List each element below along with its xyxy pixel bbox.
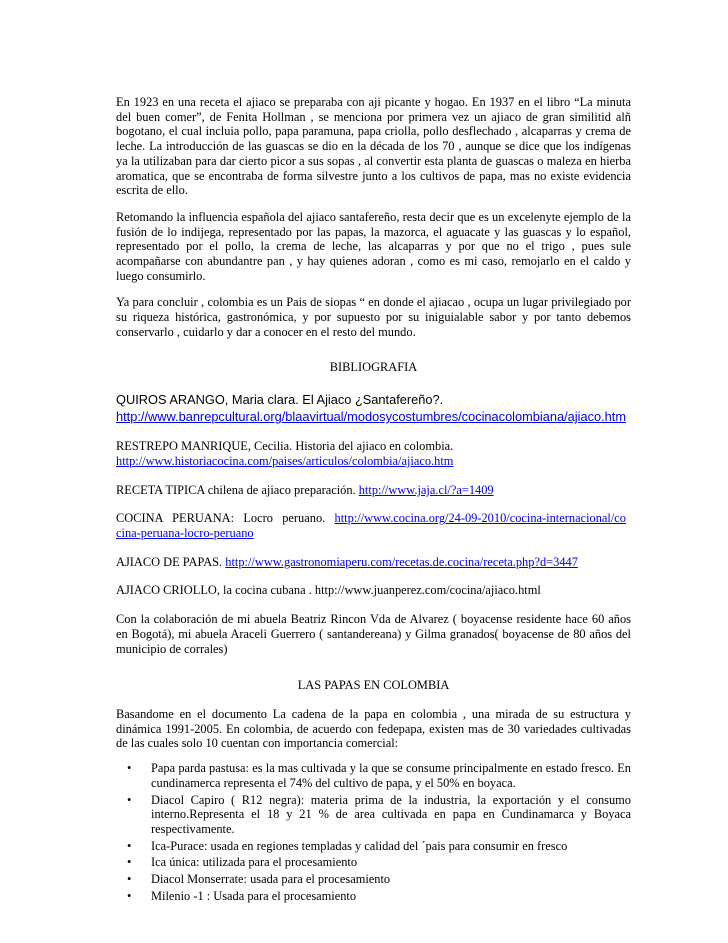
bibliography-link[interactable]: http://www.banrepcultural.org/blaavirtual/modosycostumbres/cocinacolombiana/ajiaco.htm [116, 409, 626, 425]
variety-text: Diacol Monserrate: usada para el procesamiento [151, 872, 391, 887]
papas-intro: Basandome en el documento La cadena de la papa en colombia , una mirada de su estructura y dinámica 1991-2005. En colombia, de acuerdo con fedepapa, existen mas de 30 variedades cultivadas de las cuales solo 10 cuentan con importancia comercial: [116, 706, 631, 751]
bibliography-link[interactable]: http://www.cocina.org/24-09-2010/cocina-internacional/cocina-peruana-locro-peruano [116, 511, 626, 541]
bibliography-entry-text: RECETA TIPICA chilena de ajiaco preparación. [116, 482, 359, 497]
variety-text: Milenio -1 : Usada para el procesamiento [151, 888, 357, 903]
list-item [127, 855, 631, 870]
bibliography-link[interactable]: http://www.gastronomiaperu.com/recetas.de.cocina/receta.php?d=3447 [225, 554, 578, 569]
bibliography-entry [116, 555, 631, 570]
bullet-icon: • [127, 888, 132, 903]
bibliography-heading: BIBLIOGRAFIA [329, 359, 418, 374]
list-item [127, 761, 631, 790]
bibliography-entry-text: COCINA PERUANA: Locro peruano. [116, 511, 335, 526]
bibliography-entry [116, 391, 631, 425]
bibliography-entry: AJIACO CRIOLLO, la cocina cubana . http://www.juanperez.com/cocina/ajiaco.html [116, 583, 541, 598]
bibliography-entry-text: QUIROS ARANGO, Maria clara. El Ajiaco ¿Santafereño?. [116, 392, 444, 408]
variety-text: Papa parda pastusa: es la mas cultivada y la que se consume principalmente en estado fresco. En cundinamerca representa el 74% del cultivo de papa, y el 50% en boyaca. [151, 761, 631, 790]
list-item [127, 872, 631, 887]
bibliography-link[interactable]: http://www.jaja.cl/?a=1409 [358, 482, 494, 497]
varieties-list [116, 761, 631, 903]
bibliography-entry [116, 483, 631, 498]
bibliography-entry [116, 439, 631, 468]
bibliography-entry-text: RESTREPO MANRIQUE, Cecilia. Historia del ajiaco en colombia. [116, 439, 454, 454]
papas-heading: LAS PAPAS EN COLOMBIA [297, 678, 450, 693]
collaboration-note: Con la colaboración de mi abuela Beatriz Rincon Vda de Alvarez ( boyacense residente hace 60 años en Bogotá), mi abuela Araceli Guerrero ( santandereana) y Gilma granados( boyacense de 80 años del municipio de corrales) [116, 612, 631, 656]
variety-text: Diacol Capiro ( R12 negra): materia prima de la industria, la exportación y el consumo interno.Representa el 18 y 21 % de area cultivada en papa en Cundinamarca y Boyaca respectivamente. [151, 792, 631, 836]
paragraph-conclusion: Ya para concluir , colombia es un Pais de siopas “ en donde el ajiacao , ocupa un lugar privilegiado por su riqueza histórica, gastronómica, y por supuesto por su iniguialable sabor y por tanto debemos conservarlo , cuidarlo y dar a conocer en el resto del mundo. [116, 295, 631, 339]
bullet-icon: • [127, 872, 132, 887]
variety-text: Ica única: utilizada para el procesamiento [151, 855, 358, 870]
bibliography-entry [116, 511, 631, 540]
bullet-icon: • [127, 761, 132, 776]
bullet-icon: • [127, 838, 132, 853]
bibliography-entry-text: AJIACO DE PAPAS. [116, 554, 226, 569]
list-item [127, 838, 631, 854]
list-item [127, 792, 631, 837]
variety-text: Ica-Purace: usada en regiones templadas y calidad del ´pais para consumir en fresco [151, 838, 568, 853]
bullet-icon: • [127, 855, 132, 870]
list-item [127, 888, 631, 904]
bullet-icon: • [127, 792, 132, 807]
bibliography-link[interactable]: http://www.historiacocina.com/paises/articulos/colombia/ajiaco.htm [116, 453, 454, 468]
paragraph-history: En 1923 en una receta el ajiaco se preparaba con aji picante y hogao. En 1937 en el libro “La minuta del buen comer”, de Fenita Hollman , se menciona por primera vez un ajiaco de gran similitid alñ bogotano, el cual incluia pollo, papa paramuna, papa criolla, pollo desflechado , alcaparras y crema de leche. La introducción de las guascas se dio en la década de los 70 , aunque se dice que los indígenas ya la utilizaban para dar cierto picor a sus sopas , al convertir esta planta de guascas o maleza en hierba aromatica, que se encontraba de forma silvestre junto a los cultivos de papa, mas no existe evidencia escrita de ello. [116, 95, 631, 198]
paragraph-fusion: Retomando la influencia española del ajiaco santafereño, resta decir que es un excelenyte ejemplo de la fusión de lo indijega, representado por las papas, la mazorca, el aguacate y las guascas y lo español, representado por el pollo, la crema de leche, las alcaparras y por que no el trigo , pues sule acompañarse con abundantre pan , y hay quienes adoran , como es mi caso, remojarlo en el caldo y luego consumirlo. [116, 209, 631, 283]
